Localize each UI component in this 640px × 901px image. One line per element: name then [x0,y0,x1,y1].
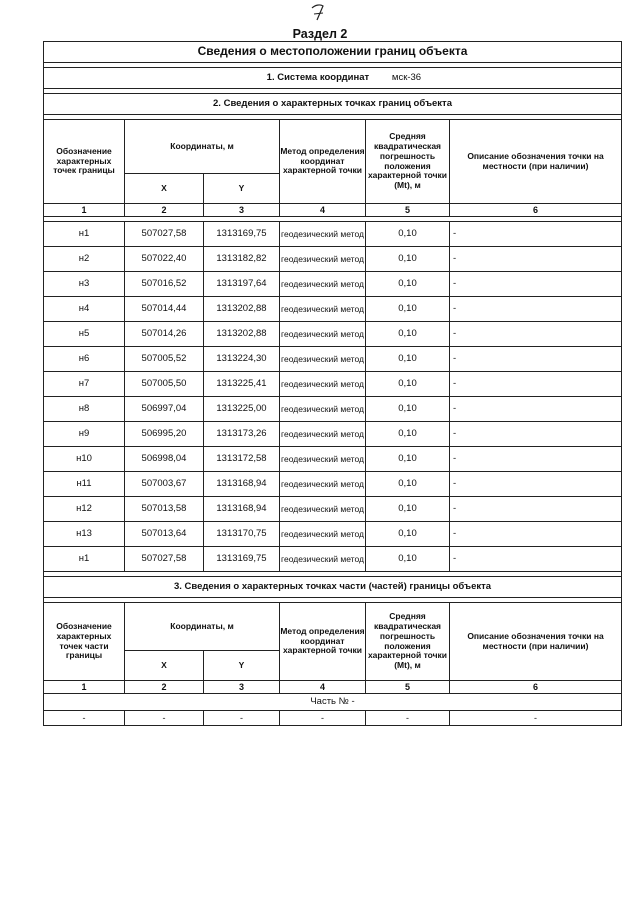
point-description: - [450,297,622,322]
table-row [44,322,622,347]
method: геодезический метод [280,497,366,522]
part-label-row [44,694,622,711]
point-designation: н8 [44,397,125,422]
table-row [44,422,622,447]
error-mt: 0,10 [366,547,450,572]
method: геодезический метод [280,222,366,247]
table-row [44,347,622,372]
column-number-row [44,204,622,217]
point-description: - [450,397,622,422]
coord-x: 507013,58 [125,497,204,522]
coord-y: 1313224,30 [204,347,280,372]
point-designation: н9 [44,422,125,447]
point-designation: н12 [44,497,125,522]
coord-y: 1313225,41 [204,372,280,397]
error-mt: 0,10 [366,422,450,447]
method: геодезический метод [280,422,366,447]
coord-x: 507027,58 [125,222,204,247]
point-description: - [450,472,622,497]
part-data-row [44,711,622,726]
header-y: Y [204,174,280,204]
col-number: 4 [280,204,366,217]
error-mt: 0,10 [366,322,450,347]
coord-x: 507013,64 [125,522,204,547]
document-title: Сведения о местоположении границ объекта [44,42,622,63]
coord-y: 1313169,75 [204,222,280,247]
error-mt: 0,10 [366,347,450,372]
header-designation: Обозначение характерных точек границы [44,120,125,204]
part-column-number-row [44,681,622,694]
col-number: 3 [204,681,280,694]
col-number: 2 [125,681,204,694]
col-number: 5 [366,204,450,217]
table-row [44,447,622,472]
coord-x: 507014,26 [125,322,204,347]
col-number: 6 [450,204,622,217]
header-error: Средняя квадратическая погрешность положения характерной точки (Mt), м [366,120,450,204]
point-designation: н11 [44,472,125,497]
table-row [44,547,622,572]
part-header-description: Описание обозначения точки на местности (при наличии) [450,603,622,681]
error-mt: 0,10 [366,372,450,397]
page-number-handwritten [308,2,328,24]
table-row [44,472,622,497]
col-number: 1 [44,681,125,694]
coord-x: 507014,44 [125,297,204,322]
table-row [44,247,622,272]
coord-y: 1313170,75 [204,522,280,547]
method: геодезический метод [280,397,366,422]
point-description: - [450,497,622,522]
point-description: - [450,247,622,272]
coord-y: 1313197,64 [204,272,280,297]
error-mt: 0,10 [366,447,450,472]
coord-x: 507005,50 [125,372,204,397]
table-row [44,522,622,547]
part-cell: - [204,711,280,726]
header-description: Описание обозначения точки на местности (при наличии) [450,120,622,204]
point-designation: н6 [44,347,125,372]
col-number: 4 [280,681,366,694]
method: геодезический метод [280,297,366,322]
coord-x: 507003,67 [125,472,204,497]
point-designation: н5 [44,322,125,347]
method: геодезический метод [280,472,366,497]
coord-x: 506995,20 [125,422,204,447]
part-header-error: Средняя квадратическая погрешность положения характерной точки (Mt), м [366,603,450,681]
coord-x: 506998,04 [125,447,204,472]
coord-y: 1313168,94 [204,472,280,497]
part-cell: - [44,711,125,726]
coord-y: 1313168,94 [204,497,280,522]
method: геодезический метод [280,347,366,372]
method: геодезический метод [280,272,366,297]
part-cell: - [280,711,366,726]
part-label: Часть № - [44,694,622,711]
error-mt: 0,10 [366,472,450,497]
point-description: - [450,222,622,247]
section-label: Раздел 2 [292,27,348,41]
header-x: X [125,174,204,204]
point-designation: н1 [44,222,125,247]
table-row [44,372,622,397]
col-number: 1 [44,204,125,217]
part-header-method: Метод определения координат характерной точки [280,603,366,681]
coord-x: 507027,58 [125,547,204,572]
part-cell: - [125,711,204,726]
method: геодезический метод [280,522,366,547]
point-designation: н13 [44,522,125,547]
point-designation: н1 [44,547,125,572]
table-row [44,272,622,297]
col-number: 3 [204,204,280,217]
point-designation: н4 [44,297,125,322]
section3-title: 3. Сведения о характерных точках части (частей) границы объекта [44,577,622,598]
coord-x: 506997,04 [125,397,204,422]
col-number: 5 [366,681,450,694]
section2-title: 2. Сведения о характерных точках границ объекта [44,94,622,115]
coord-y: 1313182,82 [204,247,280,272]
coord-system-label: 1. Система координат [266,71,370,83]
header-row-1 [44,120,622,174]
section3-title-row [44,577,622,598]
table-row [44,222,622,247]
table-row [44,397,622,422]
section2-title-row [44,94,622,115]
part-header-coords: Координаты, м [125,603,280,651]
table-row [44,497,622,522]
coord-y: 1313173,26 [204,422,280,447]
method: геодезический метод [280,547,366,572]
col-number: 6 [450,681,622,694]
error-mt: 0,10 [366,397,450,422]
part-header-row-1 [44,603,622,651]
col-number: 2 [125,204,204,217]
coord-x: 507005,52 [125,347,204,372]
point-description: - [450,422,622,447]
error-mt: 0,10 [366,522,450,547]
part-header-y: Y [204,651,280,681]
part-header-x: X [125,651,204,681]
point-description: - [450,547,622,572]
point-designation: н2 [44,247,125,272]
error-mt: 0,10 [366,222,450,247]
point-designation: н3 [44,272,125,297]
method: геодезический метод [280,372,366,397]
coord-y: 1313225,00 [204,397,280,422]
coord-system-value: мск-36 [391,71,422,83]
point-description: - [450,322,622,347]
coord-system-row [44,68,622,89]
error-mt: 0,10 [366,272,450,297]
point-description: - [450,447,622,472]
coord-y: 1313172,58 [204,447,280,472]
point-designation: н7 [44,372,125,397]
table-row [44,297,622,322]
point-description: - [450,372,622,397]
point-description: - [450,522,622,547]
coord-y: 1313169,75 [204,547,280,572]
error-mt: 0,10 [366,497,450,522]
handwritten-seven [308,2,328,24]
coord-x: 507016,52 [125,272,204,297]
header-method: Метод определения координат характерной точки [280,120,366,204]
boundary-table [43,41,622,726]
header-coords: Координаты, м [125,120,280,174]
part-cell: - [366,711,450,726]
method: геодезический метод [280,322,366,347]
title-row [44,42,622,63]
coord-y: 1313202,88 [204,297,280,322]
coord-x: 507022,40 [125,247,204,272]
method: геодезический метод [280,447,366,472]
part-cell: - [450,711,622,726]
point-description: - [450,272,622,297]
method: геодезический метод [280,247,366,272]
point-description: - [450,347,622,372]
coord-y: 1313202,88 [204,322,280,347]
part-header-designation: Обозначение характерных точек части границы [44,603,125,681]
error-mt: 0,10 [366,297,450,322]
error-mt: 0,10 [366,247,450,272]
point-designation: н10 [44,447,125,472]
